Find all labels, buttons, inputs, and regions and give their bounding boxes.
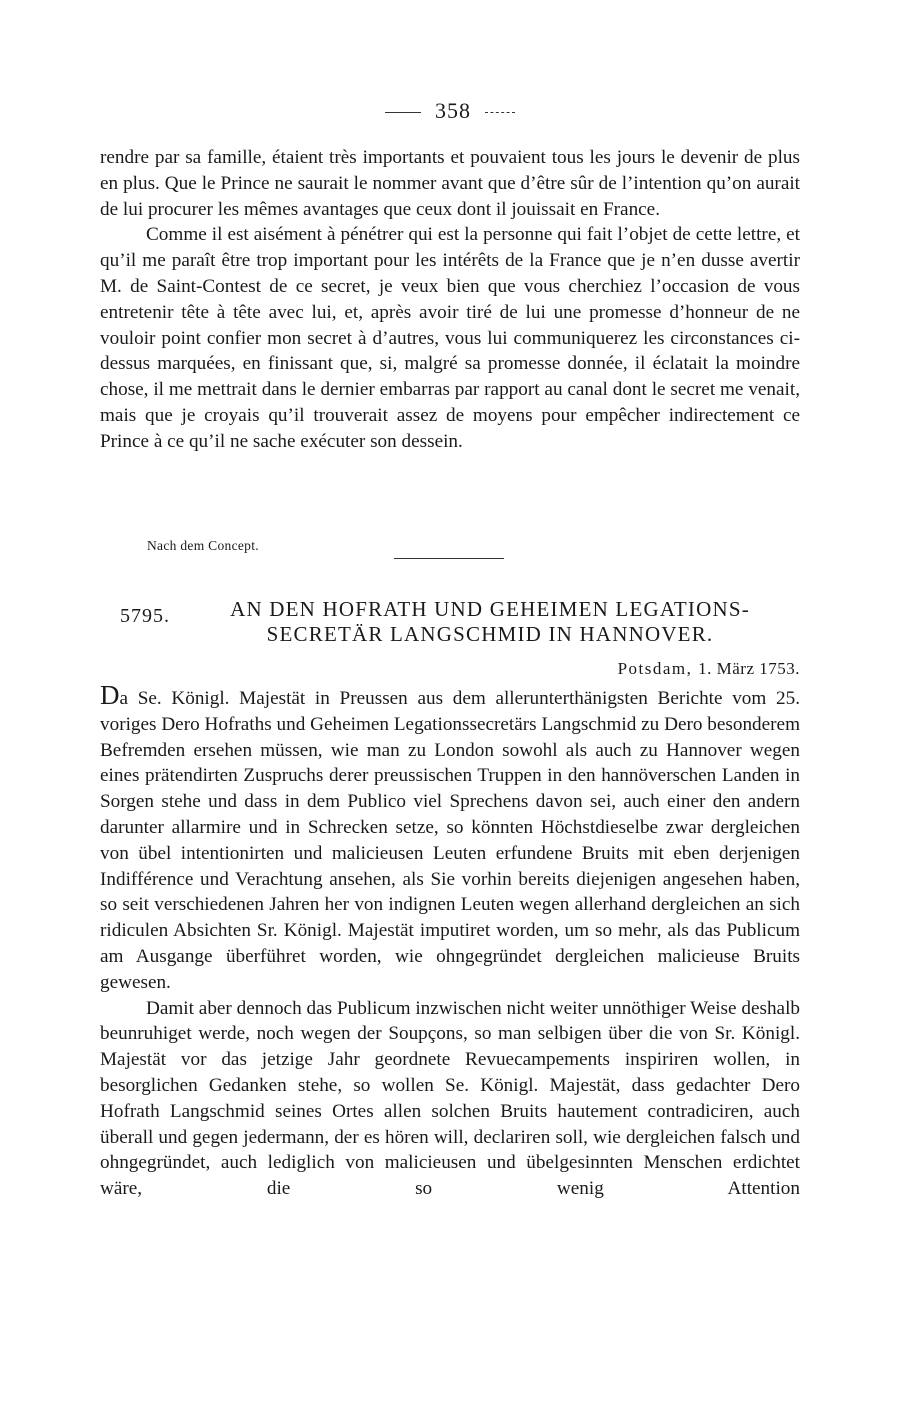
dateline xyxy=(618,659,800,679)
french-paragraph-1: rendre par sa famille, étaient très importants et pouvaient tous les jours le devenir de plus en plus. Que le Prince ne saurait le nommer avant que d’être sûr de l’intention qu’on aurait de lui procurer les mêmes avantages que ceux dont il jouissait en France. xyxy=(100,147,800,220)
source-note: Nach dem Concept. xyxy=(147,538,259,553)
document-number: 5795. xyxy=(120,605,170,627)
drop-cap: D xyxy=(100,680,120,710)
section-divider xyxy=(394,558,504,559)
page-number: 358 xyxy=(435,98,471,123)
page-header xyxy=(0,98,900,124)
dateline-date: 1. März 1753. xyxy=(698,659,800,678)
document-heading-line-2: SECRETÄR LANGSCHMID IN HANNOVER. xyxy=(266,622,714,646)
document-heading xyxy=(190,597,790,647)
german-paragraph-2: Damit aber dennoch das Publicum inzwischen nicht weiter unnöthiger Weise deshalb beunruhiget werde, noch wegen der Soupçons, so man selbigen über die von Sr. Königl. Majestät vor das jetzige Jahr geordnete Revuecampements inspiriren wollen, in besorglichen Gedanken stehe, so wollen Se. Königl. Majestät, dass gedachter Dero Hofrath Langschmid seines Ortes allen solchen Bruits hautement contradiciren, auch überall und gegen jedermann, der es hören will, declariren soll, wie dergleichen falsch und ohngegründet, auch lediglich von malicieusen und übelgesinnten Menschen erdichtet wäre, die so wenig Attention xyxy=(100,997,800,1200)
document-heading-line-1: AN DEN HOFRATH UND GEHEIMEN LEGATIONS- xyxy=(230,597,750,621)
french-paragraph-2: Comme il est aisément à pénétrer qui est la personne qui fait l’objet de cette lettre, et qu’il me paraît être trop important pour les intérêts de la France que je n’en dusse avertir M. de Saint-Contest de ce secret, je veux bien que vous cherchiez l’occasion de vous entretenir tête à tête avec lui, et, après avoir tiré de lui une promesse d’honneur de ne vouloir point confier mon secret à d’autres, vous lui communiquerez les circonstances ci-dessus marquées, en finissant que, si, malgré sa promesse donnée, il éclatait la moindre chose, il me mettrait dans le dernier embarras par rapport au canal dont le secret me venait, mais que je croyais qu’il trouverait assez de moyens pour empêcher indirectement ce Prince à ce qu’il ne sache exécuter son dessein. xyxy=(100,224,800,452)
dateline-place: Potsdam, xyxy=(617,659,693,678)
french-letter-text xyxy=(100,145,800,455)
german-letter-text xyxy=(100,680,800,1202)
german-paragraph-1 xyxy=(100,680,800,996)
header-dash-right xyxy=(485,112,515,113)
header-dash-left xyxy=(385,112,421,113)
german-paragraph-1-text: a Se. Königl. Majestät in Preussen aus dem allerunterthänigsten Berichte vom 25. voriges Dero Hofraths und Geheimen Legationssecretärs Langschmid zu Dero besonderem Befremden ersehen müssen, wie man zu London sowohl als auch zu Hannover wegen eines prätendirten Zuspruchs derer preussischen Truppen in den hannöverschen Landen in Sorgen stehe und dass in dem Publico viel Sprechens davon sei, auch einer den andern darunter allarmire und in Schrecken setze, so könnten Höchstdieselbe zwar dergleichen von übel intentionirten und malicieusen Leuten erfundene Bruits mit eben derjenigen Indifférence und Verachtung ansehen, als Sie vorhin bereits diejenigen angesehen haben, so seit verschiedenen Jahren her von indignen Leuten wegen allerhand dergleichen an sich ridiculen Absichten Sr. Königl. Majestät imputiret worden, um so mehr, als das Publicum am Ausgange überführet worden, wie ohngegründet dergleichen malicieuse Bruits gewesen. xyxy=(100,688,800,993)
